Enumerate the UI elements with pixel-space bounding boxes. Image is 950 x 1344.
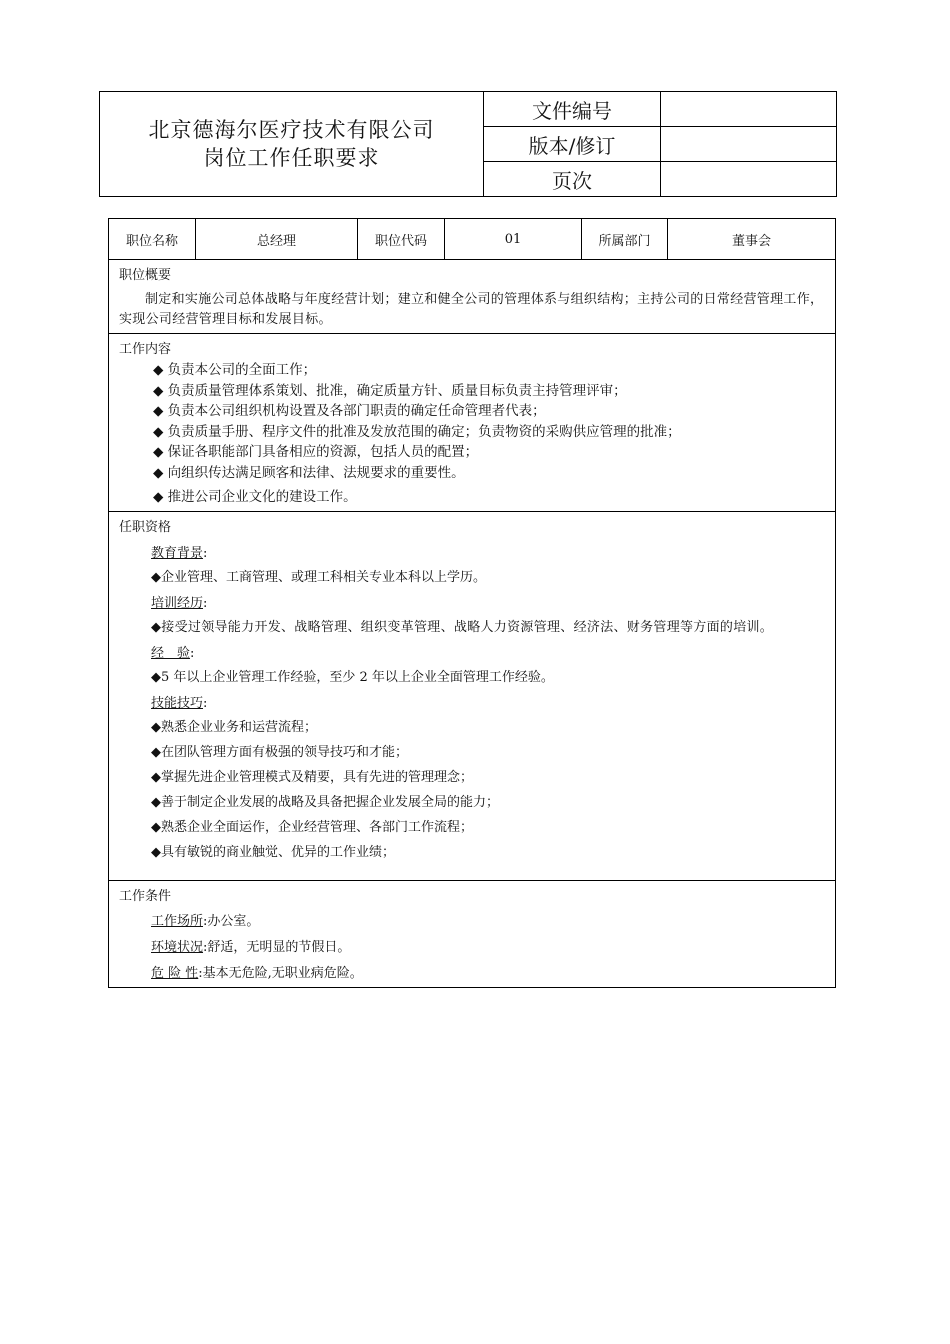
environment-value: :舒适，无明显的节假日。 (203, 939, 351, 955)
duty-item: ◆ 负责质量手册、程序文件的批准及发放范围的确定；负责物资的采购供应管理的批准； (153, 423, 681, 440)
education-item: ◆企业管理、工商管理、或理工科相关专业本科以上学历。 (151, 569, 486, 585)
experience-heading: 经 验: (151, 645, 195, 661)
skill-item: ◆善于制定企业发展的战略及具备把握企业发展全局的能力； (151, 794, 499, 810)
duty-item: ◆ 负责质量管理体系策划、批准，确定质量方针、质量目标负责主持管理评审； (153, 382, 627, 399)
skill-item: ◆掌握先进企业管理模式及精要，具有先进的管理理念； (151, 769, 473, 785)
skills-label: 技能技巧 (151, 695, 204, 711)
overview-text: 制定和实施公司总体战略与年度经营计划；建立和健全公司的管理体系与组织结构；主持公司的日常经营管理工作，实现公司经营管理目标和发展目标。 (119, 292, 824, 327)
page-value (661, 162, 837, 197)
skill-item: ◆熟悉企业业务和运营流程； (151, 719, 317, 735)
document-title: 岗位工作任职要求 (203, 146, 380, 170)
page-label: 页次 (484, 162, 661, 197)
qualifications-title: 任职资格 (119, 519, 172, 535)
duties-title: 工作内容 (119, 342, 172, 357)
training-heading: 培训经历: (151, 595, 208, 611)
duties-list (119, 360, 827, 508)
training-label: 培训经历 (151, 595, 204, 611)
duties-row (109, 334, 836, 512)
skill-item: ◆熟悉企业全面运作，企业经营管理、各部门工作流程； (151, 819, 473, 835)
risk (119, 964, 827, 984)
position-info-row (109, 219, 836, 260)
duty-item: ◆ 向组织传达满足顾客和法律、法规要求的重要性。 (153, 464, 465, 481)
overview-title: 职位概要 (119, 268, 172, 283)
work-place-value: :办公室。 (203, 913, 260, 929)
doc-number-label: 文件编号 (484, 92, 661, 127)
environment (119, 938, 827, 958)
version-value (661, 127, 837, 162)
experience-item: ◆5 年以上企业管理工作经验，至少 2 年以上企业全面管理工作经验。 (151, 669, 554, 685)
job-description-table (108, 218, 836, 988)
risk-label: 危 险 性 (151, 965, 199, 981)
duty-item: ◆ 保证各职能部门具备相应的资源，包括人员的配置； (153, 444, 479, 460)
work-place-label: 工作场所 (151, 913, 204, 929)
position-name-label: 职位名称 (109, 219, 196, 260)
doc-number-value (661, 92, 837, 127)
position-name-value: 总经理 (196, 219, 358, 260)
department-value: 董事会 (668, 219, 836, 260)
position-code-value: 01 (445, 219, 582, 260)
experience-label: 经 验 (151, 645, 191, 661)
duty-item: ◆ 负责本公司的全面工作； (153, 362, 317, 378)
position-code-label: 职位代码 (358, 219, 445, 260)
company-cell (100, 92, 484, 197)
work-place (119, 912, 827, 932)
skills-heading: 技能技巧: (151, 695, 208, 711)
version-label: 版本/修订 (484, 127, 661, 162)
skill-item: ◆在团队管理方面有极强的领导技巧和才能； (151, 744, 408, 760)
company-name: 北京德海尔医疗技术有限公司 (148, 118, 435, 142)
skill-item: ◆具有敏锐的商业触觉、优异的工作业绩； (151, 844, 395, 860)
environment-label: 环境状况 (151, 939, 204, 955)
education-label: 教育背景 (151, 545, 204, 561)
risk-value: :基本无危险,无职业病危险。 (198, 965, 363, 981)
duty-item: ◆ 推进公司企业文化的建设工作。 (153, 489, 357, 505)
education-heading: 教育背景: (151, 545, 208, 561)
qualifications-row (109, 511, 836, 880)
overview-row (109, 260, 836, 334)
document-header-table (99, 91, 837, 197)
conditions-title: 工作条件 (119, 888, 172, 904)
conditions-row (109, 880, 836, 987)
duty-item: ◆ 负责本公司组织机构设置及各部门职责的确定任命管理者代表； (153, 403, 546, 419)
department-label: 所属部门 (582, 219, 668, 260)
training-item: ◆接受过领导能力开发、战略管理、组织变革管理、战略人力资源管理、经济法、财务管理等方面的培训。 (151, 619, 774, 635)
